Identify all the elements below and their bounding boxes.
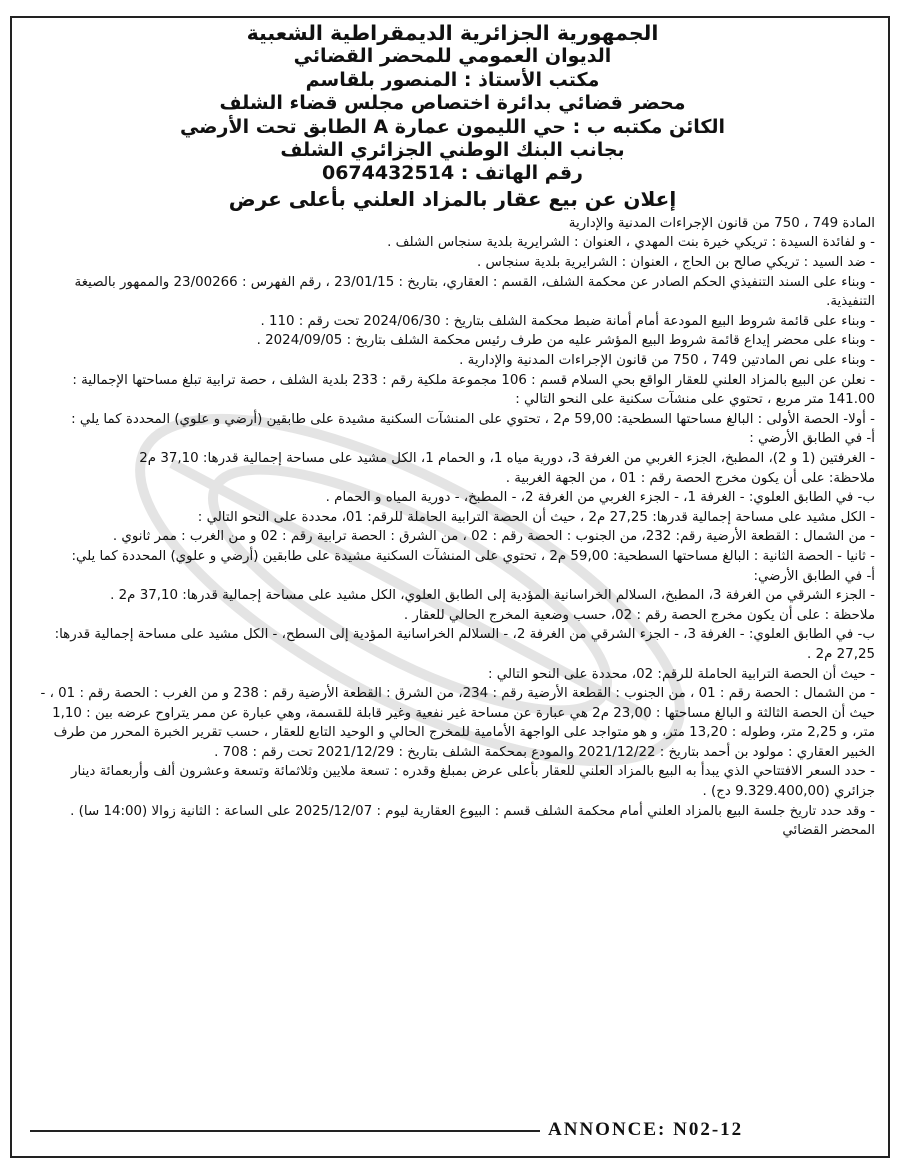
paragraph-lot-two-ground-details: - الجزء الشرقي من الغرفة 3، المطبخ، السلالم الخراسانية المؤدية إلى الطابق العلوي، الكل مشيد على مساحة إجمالية قدرها: 37,10 م2 . — [110, 588, 875, 604]
document-content — [30, 22, 875, 841]
paragraph-lot-two-upper-floor: ب- في الطابق العلوي: - الغرفة 3، - الجزء الشرقي من الغرفة 2، - السلالم الخراسانية المؤدية إلى السطح، - الكل مشيد على مساحة إجمالية قدرها: 27,25 م2 . — [54, 627, 875, 662]
paragraph-sale-notice: - نعلن عن البيع بالمزاد العلني للعقار الواقع بحي السلام قسم : 106 مجموعة ملكية رقم : 233 بلدية الشلف ، حصة ترابية تبلغ مساحتها الإجمالية : 141.00 متر مربع ، تحتوي على منشآت سكنية على النحو التالي : — [72, 372, 875, 408]
paragraph-opening-price: - حدد السعر الافتتاحي الذي يبدأ به البيع بالمزاد العلني للعقار بأعلى عرض بمبلغ وقدره : تسعة ملايين وثلاثمائة وتسعة وعشرون ألف وأربعمائة دينار جزائري (9.329.400,00 دج) . — [71, 764, 875, 800]
paragraph-lot-one-note: ملاحظة: على أن يكون مخرج الحصة رقم : 01 ، من الجهة الغربية . — [505, 470, 875, 486]
header-bailiff-name: مكتب الأستاذ : المنصور بلقاسم — [305, 68, 600, 91]
paragraph-legal-articles: المادة 749 ، 750 من قانون الإجراءات المدنية والإدارية — [568, 215, 875, 231]
paragraph-enforcement-title: - وبناء على السند التنفيذي الحكم الصادر عن محكمة الشلف، القسم : العقاري، بتاريخ : 23/01/15 ، رقم الفهرس : 23/00266 والممهور بالصيغة التنفيذية. — [74, 274, 875, 310]
paragraph-lot-one-area: - الكل مشيد على مساحة إجمالية قدرها: 27,25 م2 ، حيث أن الحصة الترابية الحاملة للرقم: 01، محددة على النحو التالي : — [197, 509, 875, 525]
paragraph-lot-two-boundaries: - من الشمال : الحصة رقم : 01 ، من الجنوب : القطعة الأرضية رقم : 234، من الشرق : القطعة الأرضية رقم : 238 و من الغرب : الحصة رقم : 01 ، - حيث أن الحصة الثالثة و البالغ مساحتها : 23,00 م2 هي عبارة عن مساحة غير نفعية وغير قابلة للقسمة، وهي عبارة عن ممر يتراوح عرضه بين : 1,10 متر، و 2,25 متر، وطوله : 13,20 متر، و هو متواجد على الواجهة الأمامية للمخرج الحالي و الوحيد التابع للعقار ، حسب تقرير الخبرة المحرر من طرف الخبير العقاري : مولود بن أحمد بتاريخ : 2021/12/22 والمودع بمحكمة الشلف بتاريخ : 2021/12/29 تحت رقم : 708 . — [40, 686, 875, 760]
paragraph-lot-one: - أولا- الحصة الأولى : البالغ مساحتها السطحية: 59,00 م2 ، تحتوي على المنشآت السكنية مشيدة على طابقين (أرضي و علوي) المحددة كما يلي : — [71, 411, 875, 427]
paragraph-lot-two: - ثانيا - الحصة الثانية : البالغ مساحتها السطحية: 59,00 م2 ، تحتوي على المنشآت السكنية مشيدة على طابقين (أرضي و علوي) المحددة كما يلي: — [71, 548, 875, 564]
header-phone: رقم الهاتف : 0674432514 — [321, 162, 583, 185]
paragraph-defendant: - ضد السيد : تريكي صالح بن الحاج ، العنوان : الشرايرية بلدية سنجاس . — [477, 255, 875, 271]
paragraph-lot-two-boundaries-intro: - حيث أن الحصة الترابية الحاملة للرقم: 02، محددة على النحو التالي : — [488, 666, 875, 682]
footer-divider — [30, 1130, 540, 1132]
paragraph-lot-two-note: ملاحظة : على أن يكون مخرج الحصة رقم : 02، حسب وضعية المخرج الحالي للعقار . — [403, 607, 875, 623]
paragraph-lot-one-ground-floor: أ- في الطابق الأرضي : — [749, 431, 875, 447]
paragraph-auction-date: - وقد حدد تاريخ جلسة البيع بالمزاد العلني أمام محكمة الشلف قسم : البيوع العقارية ليوم : 2025/12/07 على الساعة : الثانية زوالا (14:00 سا) . — [70, 803, 875, 819]
header-jurisdiction: محضر قضائي بدائرة اختصاص مجلس قضاء الشلف — [219, 92, 686, 115]
paragraph-lot-one-boundaries: - من الشمال : القطعة الأرضية رقم: 232، من الجنوب : الحصة رقم : 02 ، من الشرق : الحصة ترابية رقم : 02 و من الغرب : ممر ثانوي . — [112, 529, 875, 545]
signature-bailiff: المحضر القضائي — [782, 823, 875, 839]
paragraph-articles-basis: - وبناء على نص المادتين 749 ، 750 من قانون الإجراءات المدنية والإدارية . — [459, 353, 875, 368]
paragraph-lot-one-ground-details: - الغرفتين (1 و 2)، المطبخ، الجزء الغربي من الغرفة 3، دورية مياه 1، و الحمام 1، الكل مشيد على مساحة إجمالية قدرها: 37,10 م2 — [139, 450, 875, 466]
header-address-landmark: بجانب البنك الوطني الجزائري الشلف — [280, 139, 625, 162]
announcement-title: إعلان عن بيع عقار بالمزاد العلني بأعلى عرض — [228, 186, 677, 211]
paragraph-conditions-list: - وبناء على قائمة شروط البيع المودعة أمام أمانة ضبط محكمة الشلف بتاريخ : 2024/06/30 تحت رقم : 110 . — [260, 313, 875, 329]
paragraph-lot-two-ground-floor: أ- في الطابق الأرضي: — [753, 568, 875, 584]
paragraph-lot-one-upper-floor: ب- في الطابق العلوي: - الغرفة 1، - الجزء الغربي من الغرفة 2، - المطبخ، - دورية المياه و الحمام . — [325, 490, 875, 506]
announcement-body — [30, 214, 875, 841]
paragraph-deposit-record: - وبناء على محضر إيداع قائمة شروط البيع المؤشر عليه من طرف رئيس محكمة الشلف بتاريخ : 2024/09/05 . — [256, 333, 875, 349]
header-address: الكائن مكتبه ب : حي الليمون عمارة A الطابق تحت الأرضي — [179, 115, 726, 138]
header-office: الديوان العمومي للمحضر القضائي — [293, 45, 612, 68]
header-republic: الجمهورية الجزائرية الديمقراطية الشعبية — [246, 21, 659, 45]
announcement-number: ANNONCE: N02-12 — [548, 1119, 744, 1140]
paragraph-beneficiary: - و لفائدة السيدة : تريكي خيرة بنت المهدي ، العنوان : الشرايرية بلدية سنجاس الشلف . — [387, 235, 875, 251]
